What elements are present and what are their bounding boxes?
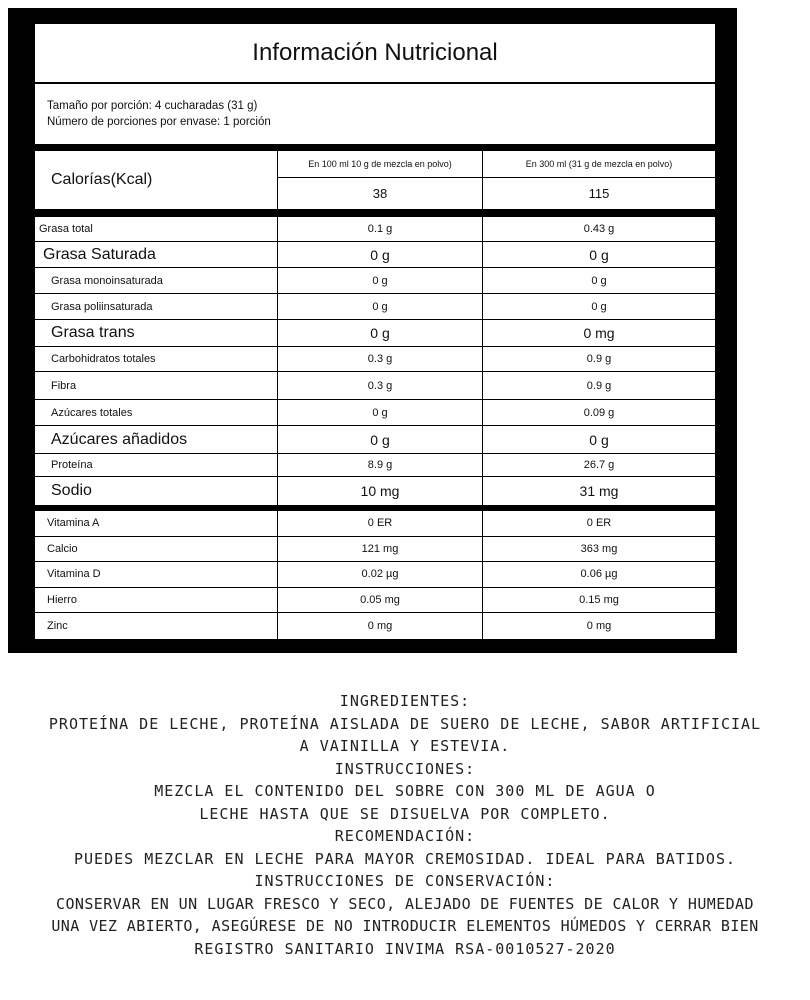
value-100ml: 0.02 µg [361,568,399,581]
value-300ml: 31 mg [579,482,619,499]
table-row [35,562,715,588]
calories-value-100ml: 38 [372,186,388,201]
nutrient-name: Vitamina D [47,568,101,581]
nutrients-table [35,217,715,505]
nutrient-name: Zinc [47,620,68,633]
servings-per-container: Número de porciones por envase: 1 porción [47,116,271,128]
ingredients-heading: INGREDIENTES: [339,692,471,710]
table-row [35,511,715,537]
nutrient-name: Proteína [51,459,93,471]
nutrient-name: Azúcares añadidos [51,430,188,448]
value-100ml: 0.05 mg [360,594,400,607]
value-100ml: 8.9 g [367,459,393,471]
calories-label: Calorías(Kcal) [51,171,153,188]
nutrient-name: Calcio [47,542,78,555]
table-row [35,242,715,268]
instructions-heading: INSTRUCCIONES: [334,759,476,778]
nutrient-name: Sodio [51,481,92,499]
instructions-text-line: LECHE HASTA QUE SE DISUELVA POR COMPLETO. [199,804,611,823]
value-300ml: 0 mg [586,620,612,633]
value-100ml: 0 g [372,406,388,419]
value-300ml: 0 g [589,431,609,448]
value-100ml: 0 g [370,325,390,341]
value-300ml: 0 g [591,300,607,313]
serving-size: Tamaño por porción: 4 cucharadas (31 g) [47,100,258,112]
nutrient-name: Grasa trans [51,324,135,341]
value-300ml: 0.15 mg [579,594,619,607]
calories-panel [35,151,715,209]
table-row [35,294,715,320]
value-300ml: 0 g [589,246,609,263]
conservation-text-line: CONSERVAR EN UN LUGAR FRESCO Y SECO, ALEJADO DE FUENTES DE CALOR Y HUMEDAD [56,894,754,913]
nutrition-label [8,8,737,653]
recommendation-heading: RECOMENDACIÓN: [334,827,476,845]
nutrient-name: Grasa total [39,223,93,235]
vitamins-table [35,511,715,639]
nutrient-name: Azúcares totales [51,406,133,419]
value-300ml: 363 mg [580,542,618,555]
ingredients-text-line: PROTEÍNA DE LECHE, PROTEÍNA AISLADA DE SUERO DE LECHE, SABOR ARTIFICIAL [48,714,762,733]
value-300ml: 0.09 g [583,406,615,419]
value-300ml: 0.06 µg [580,568,618,581]
value-100ml: 0.3 g [367,379,393,392]
table-row [35,217,715,242]
nutrient-name: Hierro [47,594,77,607]
value-300ml: 0.43 g [583,223,615,235]
sanitary-registry: REGISTRO SANITARIO INVIMA RSA-0010527-2020 [194,939,616,958]
value-100ml: 0 mg [367,620,393,633]
value-300ml: 0.9 g [586,353,612,365]
label-title-panel [35,24,715,82]
value-100ml: 0 g [372,274,388,287]
table-row [35,454,715,477]
table-row [35,426,715,454]
value-100ml: 0.1 g [367,223,393,235]
conservation-heading: INSTRUCCIONES DE CONSERVACIÓN: [254,872,556,890]
value-300ml: 26.7 g [583,459,615,471]
table-row [35,537,715,563]
value-100ml: 0.3 g [367,353,393,365]
recommendation-text-line: PUEDES MEZCLAR EN LECHE PARA MAYOR CREMOSIDAD. IDEAL PARA BATIDOS. [73,849,737,868]
ingredients-text-line: A VAINILLA Y ESTEVIA. [299,737,511,755]
value-300ml: 0 mg [583,325,615,341]
table-row [35,400,715,426]
value-300ml: 0.9 g [586,379,612,392]
value-100ml: 0 ER [367,517,393,530]
table-row [35,268,715,294]
value-100ml: 0 g [370,431,390,448]
table-row [35,477,715,504]
value-100ml: 0 g [370,246,390,263]
value-100ml: 0 g [372,300,388,313]
value-100ml: 121 mg [361,542,399,555]
product-info-text [0,690,810,960]
calories-value-300ml: 115 [588,186,610,201]
conservation-text-line: UNA VEZ ABIERTO, ASEGÚRESE DE NO INTRODUCIR ELEMENTOS HÚMEDOS Y CERRAR BIEN [51,917,759,935]
table-row [35,372,715,400]
table-row [35,320,715,347]
instructions-text-line: MEZCLA EL CONTENIDO DEL SOBRE CON 300 ML DE AGUA O [154,782,656,800]
serving-info-panel [35,84,715,144]
value-300ml: 0 ER [586,517,612,530]
nutrient-name: Carbohidratos totales [51,353,156,365]
nutrient-name: Fibra [51,379,77,392]
table-row [35,613,715,639]
table-row [35,588,715,614]
value-300ml: 0 g [591,274,607,287]
nutrient-name: Grasa poliinsaturada [51,300,153,313]
value-100ml: 10 mg [360,482,400,499]
nutrient-name: Grasa monoinsaturada [51,274,163,287]
column-header-100ml: En 100 ml 10 g de mezcla en polvo) [278,151,482,178]
nutrient-name: Vitamina A [47,517,100,530]
label-title: Información Nutricional [252,39,498,66]
column-header-300ml: En 300 ml (31 g de mezcla en polvo) [483,151,715,178]
nutrient-name: Grasa Saturada [43,245,156,263]
table-row [35,347,715,372]
